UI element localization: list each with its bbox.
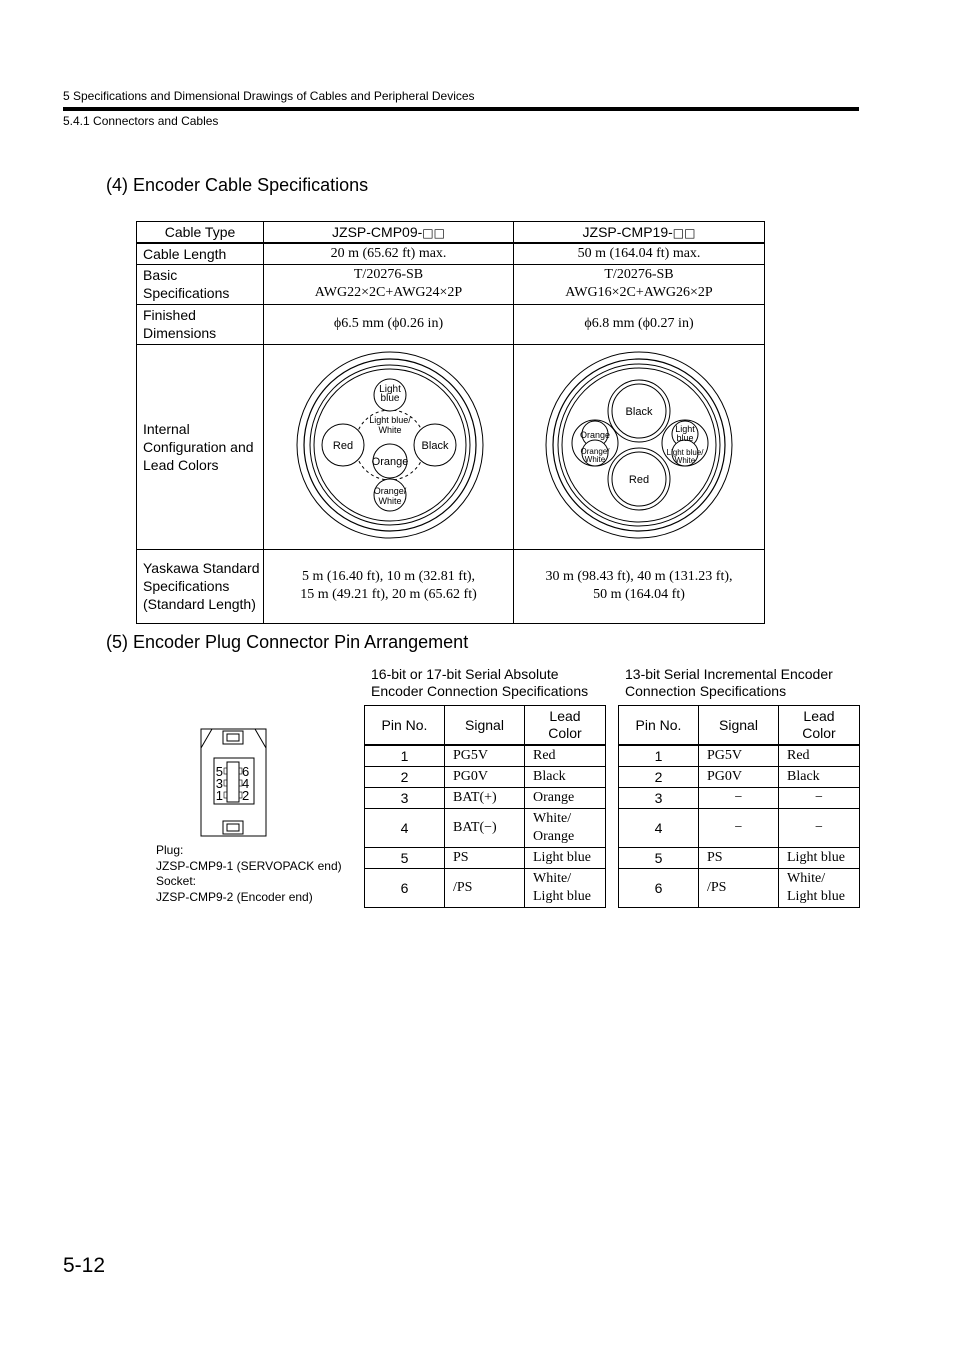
pin-table-header-row [365, 706, 606, 746]
cable-b-diagram [514, 345, 765, 543]
signal-header: Signal [445, 706, 525, 746]
diag-a-top-label-1: Light [379, 383, 401, 395]
basic-spec-label: Basic Specifications [137, 264, 264, 304]
finished-dim-row [137, 304, 765, 344]
table-row: 6 /PS White/ Light blue [619, 869, 860, 908]
encoder-cable-spec-table [136, 221, 765, 624]
absolute-encoder-caption: 16-bit or 17-bit Serial Absolute Encoder Connection Specifications [371, 666, 589, 699]
diag-a-bottom-label-2: White [378, 495, 402, 506]
diag-b-left-bot-label-1: Orange/ [580, 446, 610, 456]
incremental-encoder-caption: 13-bit Serial Incremental Encoder Connection Specifications [625, 666, 833, 699]
absolute-encoder-pin-table [364, 705, 606, 908]
running-header-section: 5.4.1 Connectors and Cables [63, 114, 219, 128]
running-header-chapter: 5 Specifications and Dimensional Drawings of Cables and Peripheral Devices [63, 89, 475, 103]
table-row: 3 BAT(+) Orange [365, 788, 606, 809]
internal-config-row [137, 344, 765, 549]
table-row: 6 /PS White/ Light blue [365, 869, 606, 908]
diag-a-mid-label: Orange [371, 455, 409, 468]
standard-length-a: 5 m (16.40 ft), 10 m (32.81 ft), 15 m (49.21 ft), 20 m (65.62 ft) [264, 549, 514, 623]
cable-a-cross-section [264, 344, 514, 549]
table-row: 3 − − [619, 788, 860, 809]
table-row: 4 BAT(−) White/ Orange [365, 809, 606, 848]
plug-pin-1: 1 [215, 788, 223, 803]
basic-spec-b: T/20276-SB AWG16×2C+AWG26×2P [514, 264, 765, 304]
pin-table-header-row [619, 706, 860, 746]
cable-a-header: JZSP-CMP09-□□ [264, 222, 514, 244]
plug-caption-line-4: JZSP-CMP9-2 (Encoder end) [156, 889, 313, 904]
pin-no-header: Pin No. [619, 706, 699, 746]
cable-b-cross-section [514, 344, 765, 549]
diag-a-bottom-label-1: Orange/ [373, 485, 407, 496]
cable-length-a: 20 m (65.62 ft) max. [264, 243, 514, 264]
plug-connector-drawing [200, 728, 268, 838]
diag-a-right-label: Black [421, 439, 449, 452]
diag-a-center-label-1: Light blue/ [369, 414, 411, 425]
plug-caption [156, 843, 342, 905]
plug-pin-4: 4 [242, 776, 250, 791]
lead-color-header: Lead Color [779, 706, 860, 746]
lead-color-header: Lead Color [525, 706, 606, 746]
diag-b-right-top-label-1: Light [675, 423, 695, 434]
incremental-encoder-pin-table [618, 705, 860, 908]
diag-b-right-top-label-2: blue [676, 432, 694, 443]
table-row: 1 PG5V Red [619, 745, 860, 767]
pin-no-header: Pin No. [365, 706, 445, 746]
standard-length-b: 30 m (98.43 ft), 40 m (131.23 ft), 50 m (164.04 ft) [514, 549, 765, 623]
basic-spec-a: T/20276-SB AWG22×2C+AWG24×2P [264, 264, 514, 304]
diag-b-right-bot-label-1: Light blue/ [666, 447, 704, 457]
standard-length-row [137, 549, 765, 623]
table-row: 2 PG0V Black [619, 767, 860, 788]
cable-a-diagram [264, 345, 514, 543]
basic-spec-row [137, 264, 765, 304]
spec-table-header-row [137, 222, 765, 244]
table-row: 1 PG5V Red [365, 745, 606, 767]
finished-dim-label: Finished Dimensions [137, 304, 264, 344]
page-number: 5-12 [63, 1254, 106, 1277]
diag-a-center-label-2: White [378, 424, 402, 435]
section-5-title: (5) Encoder Plug Connector Pin Arrangement [106, 632, 469, 652]
diag-b-top-label: Black [625, 405, 653, 418]
signal-header: Signal [699, 706, 779, 746]
table-row: 2 PG0V Black [365, 767, 606, 788]
diag-a-left-label: Red [332, 439, 354, 452]
plug-caption-line-1: Plug: [156, 843, 184, 857]
diag-b-left-top-label: Orange [579, 429, 611, 440]
header-rule [63, 107, 859, 111]
diag-b-left-bot-label-2: White [584, 454, 606, 464]
plug-caption-line-2: JZSP-CMP9-1 (SERVOPACK end) [156, 858, 342, 873]
table-row: 4 − − [619, 809, 860, 848]
cable-length-b: 50 m (164.04 ft) max. [514, 243, 765, 264]
diag-b-bottom-label: Red [628, 473, 650, 486]
plug-pin-3: 3 [215, 776, 223, 791]
plug-pin-2: 2 [242, 788, 250, 803]
standard-length-label: Yaskawa Standard Specifications (Standard Length) [137, 549, 264, 623]
section-4-title: (4) Encoder Cable Specifications [106, 175, 369, 195]
internal-config-label: Internal Configuration and Lead Colors [137, 344, 264, 549]
table-row: 5 PS Light blue [365, 848, 606, 869]
finished-dim-a: ϕ6.5 mm (ϕ0.26 in) [264, 304, 514, 344]
cable-b-header: JZSP-CMP19-□□ [514, 222, 765, 244]
plug-pin-5: 5 [215, 764, 223, 779]
finished-dim-b: ϕ6.8 mm (ϕ0.27 in) [514, 304, 765, 344]
cable-length-label: Cable Length [137, 243, 264, 264]
diag-b-right-bot-label-2: White [674, 455, 696, 465]
diag-a-top-label-2: blue [380, 392, 400, 404]
cable-length-row [137, 243, 765, 264]
cable-type-header: Cable Type [137, 222, 264, 244]
plug-caption-line-3: Socket: [156, 874, 197, 888]
table-row: 5 PS Light blue [619, 848, 860, 869]
plug-pin-6: 6 [242, 764, 250, 779]
